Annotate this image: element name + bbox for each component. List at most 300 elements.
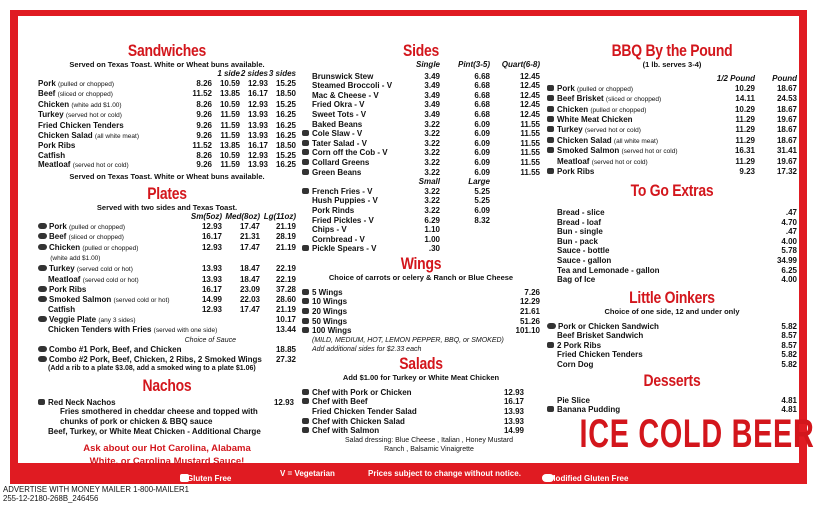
item-note: (served hot or cold) xyxy=(72,162,129,170)
item-label xyxy=(38,131,184,142)
oinker-row xyxy=(547,360,797,370)
item-label xyxy=(302,407,490,417)
item-price: 21.61 xyxy=(519,307,540,317)
item-price: 6.09 xyxy=(474,157,490,167)
bbq-row xyxy=(547,167,797,177)
item-price: 3.22 xyxy=(424,157,440,167)
item-name: Chef with Chicken Salad xyxy=(312,416,405,426)
item-name: Meatloaf xyxy=(38,160,71,170)
item-note: (served with one side) xyxy=(153,327,218,335)
sides-list-2 xyxy=(302,187,540,254)
item-price: 18.67 xyxy=(776,104,797,114)
item-price: 18.50 xyxy=(275,141,296,151)
item-price xyxy=(490,216,540,226)
oinker-row xyxy=(547,341,797,351)
item-price: 11.55 xyxy=(520,148,540,158)
nachos-title: Nachos xyxy=(142,375,192,395)
bbq-row xyxy=(547,146,797,157)
item-price: 16.31 xyxy=(734,146,755,156)
item-label xyxy=(547,350,757,360)
item-label xyxy=(547,256,757,266)
gf-badge-icon xyxy=(302,245,309,251)
item-price: .47 xyxy=(785,227,797,237)
gf-badge-icon xyxy=(547,85,554,91)
item-price: 6.25 xyxy=(781,265,797,275)
sandwiches-note-bottom: Served on Texas Toast. White or Wheat buns available. xyxy=(69,171,265,181)
mgf-badge-icon xyxy=(38,346,47,352)
extra-row xyxy=(547,208,797,218)
item-price: 6.68 xyxy=(474,100,490,110)
item-name: Mac & Cheese - V xyxy=(312,90,379,100)
item-price: 18.67 xyxy=(776,83,797,93)
side-row xyxy=(302,139,540,149)
item-label xyxy=(547,341,757,351)
item-name: Meatloaf xyxy=(557,156,590,166)
item-label xyxy=(302,307,500,317)
item-label xyxy=(38,232,188,243)
sides-col-headers-2 xyxy=(302,177,540,187)
gf-badge-icon xyxy=(547,406,554,412)
item-name: Pork xyxy=(49,221,67,231)
item-price: 18.47 xyxy=(239,263,260,273)
wing-row xyxy=(302,317,540,327)
item-note: (served hot or cold) xyxy=(65,112,122,120)
item-price: 12.93 xyxy=(247,78,268,88)
col-header: Large xyxy=(468,177,490,187)
salad-row xyxy=(302,388,540,398)
wings-flavors: (MILD, MEDIUM, HOT, LEMON PEPPER, BBQ, or SMOKED) xyxy=(312,336,504,344)
gf-badge-icon xyxy=(302,149,309,155)
item-price: 8.26 xyxy=(196,78,212,88)
plate-row xyxy=(38,285,296,295)
item-price: 3.49 xyxy=(424,81,440,91)
item-price: 16.25 xyxy=(275,160,296,170)
item-name: Pork Rinds xyxy=(312,205,355,215)
item-label xyxy=(38,100,184,111)
item-price: 8.26 xyxy=(196,150,212,160)
plate-row xyxy=(38,275,296,286)
item-price: 14.99 xyxy=(503,426,524,436)
wing-row xyxy=(302,288,540,298)
item-label xyxy=(547,246,757,256)
item-name: Chef with Salmon xyxy=(312,426,380,436)
item-price: 15.25 xyxy=(275,150,296,160)
item-name: Brunswick Stew xyxy=(312,71,374,81)
item-price: 11.29 xyxy=(735,115,755,125)
gf-badge-icon xyxy=(547,116,554,122)
gf-badge-icon xyxy=(302,327,309,333)
mgf-badge-icon xyxy=(38,296,47,302)
item-label xyxy=(547,125,705,136)
item-name: Beef xyxy=(49,232,67,242)
item-price: 11.59 xyxy=(220,160,240,170)
item-label xyxy=(302,235,408,245)
sandwich-row xyxy=(38,160,296,171)
bbq-row xyxy=(547,84,797,95)
plate-row xyxy=(38,264,296,275)
side-row xyxy=(302,235,540,245)
item-name: Pork Ribs xyxy=(49,285,87,295)
mgf-badge-icon xyxy=(38,244,47,250)
item-price: 8.26 xyxy=(196,99,212,109)
item-name: Bun - pack xyxy=(557,236,598,246)
side-row xyxy=(302,120,540,130)
item-price: .47 xyxy=(785,207,797,217)
item-name: Sweet Tots - V xyxy=(312,109,367,119)
mgf-badge-icon xyxy=(38,316,47,322)
item-label xyxy=(302,417,490,427)
item-label xyxy=(38,243,188,254)
item-price: 10.17 xyxy=(275,314,296,324)
item-label xyxy=(38,141,184,151)
item-label xyxy=(302,297,500,307)
item-price: 3.22 xyxy=(424,186,440,196)
salad-row xyxy=(302,397,540,407)
item-price xyxy=(188,253,222,264)
item-price: 11.59 xyxy=(220,130,240,140)
bbq-title: BBQ By the Pound xyxy=(611,41,733,60)
item-price: 11.55 xyxy=(520,129,540,139)
item-price: 9.23 xyxy=(739,167,755,177)
legend-vegetarian: V = Vegetarian xyxy=(280,469,335,478)
nachos-desc-1: Fries smothered in cheddar cheese and topped with xyxy=(60,407,258,417)
item-name: Beef xyxy=(38,89,56,99)
item-price: 12.45 xyxy=(519,90,540,100)
salads-title: Salads xyxy=(399,353,443,373)
item-price: 10.29 xyxy=(734,104,755,114)
extra-row xyxy=(547,227,797,237)
side-row xyxy=(302,196,540,206)
item-price: 5.82 xyxy=(781,321,797,331)
wings-extra: Add additional sides for $2.33 each xyxy=(312,345,422,353)
item-label xyxy=(302,168,408,178)
side-row xyxy=(302,110,540,120)
item-price: 13.93 xyxy=(247,160,268,170)
col-header: Sm(5oz) xyxy=(190,211,222,221)
desserts-title: Desserts xyxy=(643,370,701,390)
item-price: 5.82 xyxy=(781,350,797,360)
item-price: 9.26 xyxy=(196,110,212,120)
item-label xyxy=(547,115,705,125)
item-name: Chicken xyxy=(49,242,81,252)
item-price: 12.45 xyxy=(519,109,540,119)
item-label xyxy=(302,196,408,206)
mgf-badge-icon xyxy=(38,233,47,239)
item-price: 18.85 xyxy=(275,345,296,355)
item-price: 19.67 xyxy=(776,156,797,166)
item-name: Chicken Salad xyxy=(38,130,93,140)
item-price xyxy=(524,407,540,417)
item-price: 18.47 xyxy=(239,274,260,284)
tenders-plate-row xyxy=(38,325,296,336)
gf-badge-icon xyxy=(302,289,309,295)
item-price: 3.22 xyxy=(424,205,440,215)
item-price: 13.93 xyxy=(503,407,524,417)
side-row xyxy=(302,148,540,158)
salad-dressing-2: Ranch , Balsamic Vinaigrette xyxy=(384,445,474,453)
extras-list xyxy=(547,208,797,285)
plate-row xyxy=(38,253,296,264)
sandwiches-note-top: Served on Texas Toast. White or Wheat buns available. xyxy=(69,60,265,69)
item-name: Chips - V xyxy=(312,225,347,235)
sandwiches-list xyxy=(38,79,296,171)
item-label xyxy=(302,120,408,130)
gf-badge-icon xyxy=(302,188,309,194)
oinker-row xyxy=(547,350,797,360)
item-label xyxy=(302,139,408,149)
item-price: 4.00 xyxy=(781,275,797,285)
item-name: Baked Beans xyxy=(312,119,363,129)
item-price: 6.68 xyxy=(474,71,490,81)
oinkers-title: Little Oinkers xyxy=(629,287,715,307)
item-label xyxy=(302,110,408,120)
item-price: 6.09 xyxy=(474,205,490,215)
oinker-row xyxy=(547,331,797,341)
combo-note-text: (Add a rib to a plate $3.08, add a smoked wing to a plate $1.06) xyxy=(48,365,256,373)
bbq-row xyxy=(547,157,797,168)
item-price: 12.93 xyxy=(247,150,268,160)
col-header: 1 side xyxy=(217,69,240,78)
item-label xyxy=(302,81,408,91)
item-label xyxy=(302,317,500,327)
sandwich-row xyxy=(38,79,296,90)
item-label xyxy=(302,244,408,254)
item-price xyxy=(260,253,296,264)
bbq-note: (1 lb. serves 3-4) xyxy=(642,60,702,69)
item-name: Collard Greens xyxy=(312,157,370,167)
item-price: 6.68 xyxy=(474,109,490,119)
item-price: 6.68 xyxy=(474,81,490,91)
side-row xyxy=(302,225,540,235)
side-row xyxy=(302,158,540,168)
item-note: (sliced or chopped) xyxy=(57,91,113,99)
item-label xyxy=(38,121,184,131)
plates-title: Plates xyxy=(147,183,187,203)
salads-list xyxy=(302,388,540,436)
item-note: (served hot or cold) xyxy=(591,158,648,166)
ice-cold-beer-banner: ICE COLD BEER xyxy=(579,412,815,456)
item-label xyxy=(38,160,184,171)
item-label xyxy=(38,79,184,90)
mgf-badge-icon xyxy=(38,223,47,229)
extra-row xyxy=(547,256,797,266)
gf-badge-icon xyxy=(302,318,309,324)
gf-badge-icon xyxy=(302,389,309,395)
oinkers-note: Choice of one side, 12 and under only xyxy=(604,306,740,316)
item-note: (pulled or chopped) xyxy=(58,80,115,88)
column-middle xyxy=(302,16,540,454)
item-note: (white add $1.00) xyxy=(50,255,101,263)
legend-text: = Gluten Free xyxy=(180,473,232,483)
item-price: 10.59 xyxy=(219,78,240,88)
item-price: .30 xyxy=(428,244,440,254)
side-row xyxy=(302,100,540,110)
advertise-block xyxy=(3,485,189,504)
item-price: 18.67 xyxy=(776,124,797,134)
item-price: 37.28 xyxy=(275,285,296,295)
item-name: Veggie Plate xyxy=(49,314,97,324)
item-name: Pork Ribs xyxy=(557,167,595,177)
col-header: Small xyxy=(418,177,440,187)
item-price: 3.49 xyxy=(424,109,440,119)
item-price: 6.09 xyxy=(474,167,490,177)
item-price xyxy=(490,206,540,216)
item-price: 16.17 xyxy=(201,232,222,242)
salad-dressing-1: Salad dressing: Blue Cheese , Italian , Honey Mustard xyxy=(344,436,514,444)
wings-note: Choice of carrots or celery & Ranch or Blue Cheese xyxy=(328,272,514,282)
item-name: Turkey xyxy=(38,110,64,120)
item-price: 17.32 xyxy=(776,167,797,177)
item-name: Fried Pickles - V xyxy=(312,215,374,225)
item-name: Corn Dog xyxy=(557,360,594,370)
col-header: Lg(11oz) xyxy=(263,211,296,221)
combo2-row xyxy=(38,355,296,365)
item-price: 6.09 xyxy=(474,138,490,148)
item-price xyxy=(524,397,540,407)
item-price: 5.78 xyxy=(781,246,797,256)
item-price xyxy=(524,426,540,436)
legend-bar xyxy=(18,465,799,482)
side-row xyxy=(302,187,540,197)
item-price: 11.29 xyxy=(735,124,755,134)
menu-panel xyxy=(18,16,815,468)
item-price: 13.93 xyxy=(201,274,222,284)
item-price xyxy=(490,244,540,254)
item-label xyxy=(302,158,408,168)
item-price: 21.19 xyxy=(275,305,296,315)
item-price: 13.93 xyxy=(201,263,222,273)
plate-row xyxy=(38,305,296,315)
item-name: Corn off the Cob - V xyxy=(312,148,388,158)
item-price xyxy=(490,235,540,245)
item-price: 17.47 xyxy=(239,221,260,231)
item-price: 13.93 xyxy=(503,416,524,426)
item-price: 3.22 xyxy=(424,167,440,177)
item-label xyxy=(38,222,188,233)
item-price: 16.25 xyxy=(275,120,296,130)
column-right xyxy=(547,16,797,415)
sauce-note: Choice of Sauce xyxy=(184,337,236,345)
gf-badge-icon xyxy=(302,418,309,424)
item-name: Pickle Spears - V xyxy=(312,244,377,254)
item-price: 4.00 xyxy=(781,236,797,246)
salad-row xyxy=(302,407,540,417)
item-label xyxy=(547,208,757,218)
item-name: Tea and Lemonade - gallon xyxy=(557,265,660,275)
item-label xyxy=(547,360,757,370)
veggie-plate-row xyxy=(38,315,296,326)
combo-note xyxy=(38,364,296,374)
item-name: Bag of Ice xyxy=(557,275,596,285)
item-price: 3.22 xyxy=(424,138,440,148)
item-price: 12.93 xyxy=(247,99,268,109)
salads-note: Add $1.00 for Turkey or White Meat Chicken xyxy=(342,372,500,382)
item-price: 3.22 xyxy=(424,129,440,139)
sides-title: Sides xyxy=(403,41,439,60)
item-price: 5.82 xyxy=(781,360,797,370)
item-label xyxy=(38,305,188,315)
item-price: 11.55 xyxy=(520,167,540,177)
side-row xyxy=(302,216,540,226)
dessert-row xyxy=(547,396,797,406)
item-label xyxy=(302,288,500,298)
item-name: Fried Chicken Tenders xyxy=(557,350,643,360)
col-header: Med(8oz) xyxy=(225,211,260,221)
col-header: Single xyxy=(415,60,440,69)
mgf-badge-icon xyxy=(547,323,556,329)
item-price: 8.57 xyxy=(781,340,797,350)
item-price: 12.93 xyxy=(503,387,524,397)
item-label xyxy=(38,253,188,264)
item-price xyxy=(222,253,260,264)
item-note: (pulled or chopped) xyxy=(590,106,647,114)
item-price: 9.26 xyxy=(196,120,212,130)
item-price: 12.93 xyxy=(201,305,222,315)
sandwich-row xyxy=(38,131,296,142)
advertise-line-2: 255-12-2180-268B_246456 xyxy=(3,494,99,504)
item-name: Bread - loaf xyxy=(557,217,602,227)
col-header: Pound xyxy=(772,74,797,83)
item-price: 10.59 xyxy=(219,99,240,109)
item-price: 11.55 xyxy=(520,119,540,129)
gf-badge-icon xyxy=(547,168,554,174)
item-name: Chef with Pork or Chicken xyxy=(312,387,412,397)
extra-row xyxy=(547,237,797,247)
item-label xyxy=(547,237,757,247)
item-label xyxy=(302,100,408,110)
item-price: 14.11 xyxy=(735,94,755,104)
item-price: 13.85 xyxy=(219,141,240,151)
item-label xyxy=(547,227,757,237)
item-name: Smoked Salmon xyxy=(557,146,620,156)
item-price: 5.25 xyxy=(474,186,490,196)
item-label xyxy=(547,94,705,105)
item-label xyxy=(302,426,490,436)
legend-text: = Modified Gluten Free xyxy=(542,473,629,483)
gf-badge-icon xyxy=(547,126,554,132)
item-price: 28.19 xyxy=(275,232,296,242)
bbq-list xyxy=(547,84,797,177)
item-price: 3.49 xyxy=(424,71,440,81)
item-price: 3.22 xyxy=(424,119,440,129)
plate-row xyxy=(38,243,296,254)
item-name: Red Neck Nachos xyxy=(48,397,116,407)
item-price: 4.81 xyxy=(781,395,797,405)
item-label xyxy=(547,84,705,95)
item-price: 31.41 xyxy=(776,146,797,156)
item-name: Cole Slaw - V xyxy=(312,129,363,139)
item-label xyxy=(38,285,188,295)
item-name: Fried Okra - V xyxy=(312,100,365,110)
item-name: Beef Brisket Sandwich xyxy=(557,331,644,341)
item-price: 15.25 xyxy=(275,99,296,109)
item-price: 21.31 xyxy=(239,232,260,242)
item-name: Tater Salad - V xyxy=(312,138,367,148)
item-note: (all white meat) xyxy=(94,132,139,140)
item-price: 13.93 xyxy=(247,110,268,120)
mgf-badge-icon xyxy=(38,356,47,362)
item-price: 8.32 xyxy=(474,215,490,225)
gf-badge-icon xyxy=(547,95,554,101)
item-price: 10.29 xyxy=(734,83,755,93)
item-price: 11.52 xyxy=(192,89,212,99)
item-label xyxy=(302,216,408,226)
item-name: Green Beans xyxy=(312,167,362,177)
promo-line-1: Ask about our Hot Carolina, Alabama xyxy=(83,443,251,455)
item-label xyxy=(547,218,757,228)
nachos-row xyxy=(38,398,296,408)
mgf-badge-icon xyxy=(38,286,47,292)
